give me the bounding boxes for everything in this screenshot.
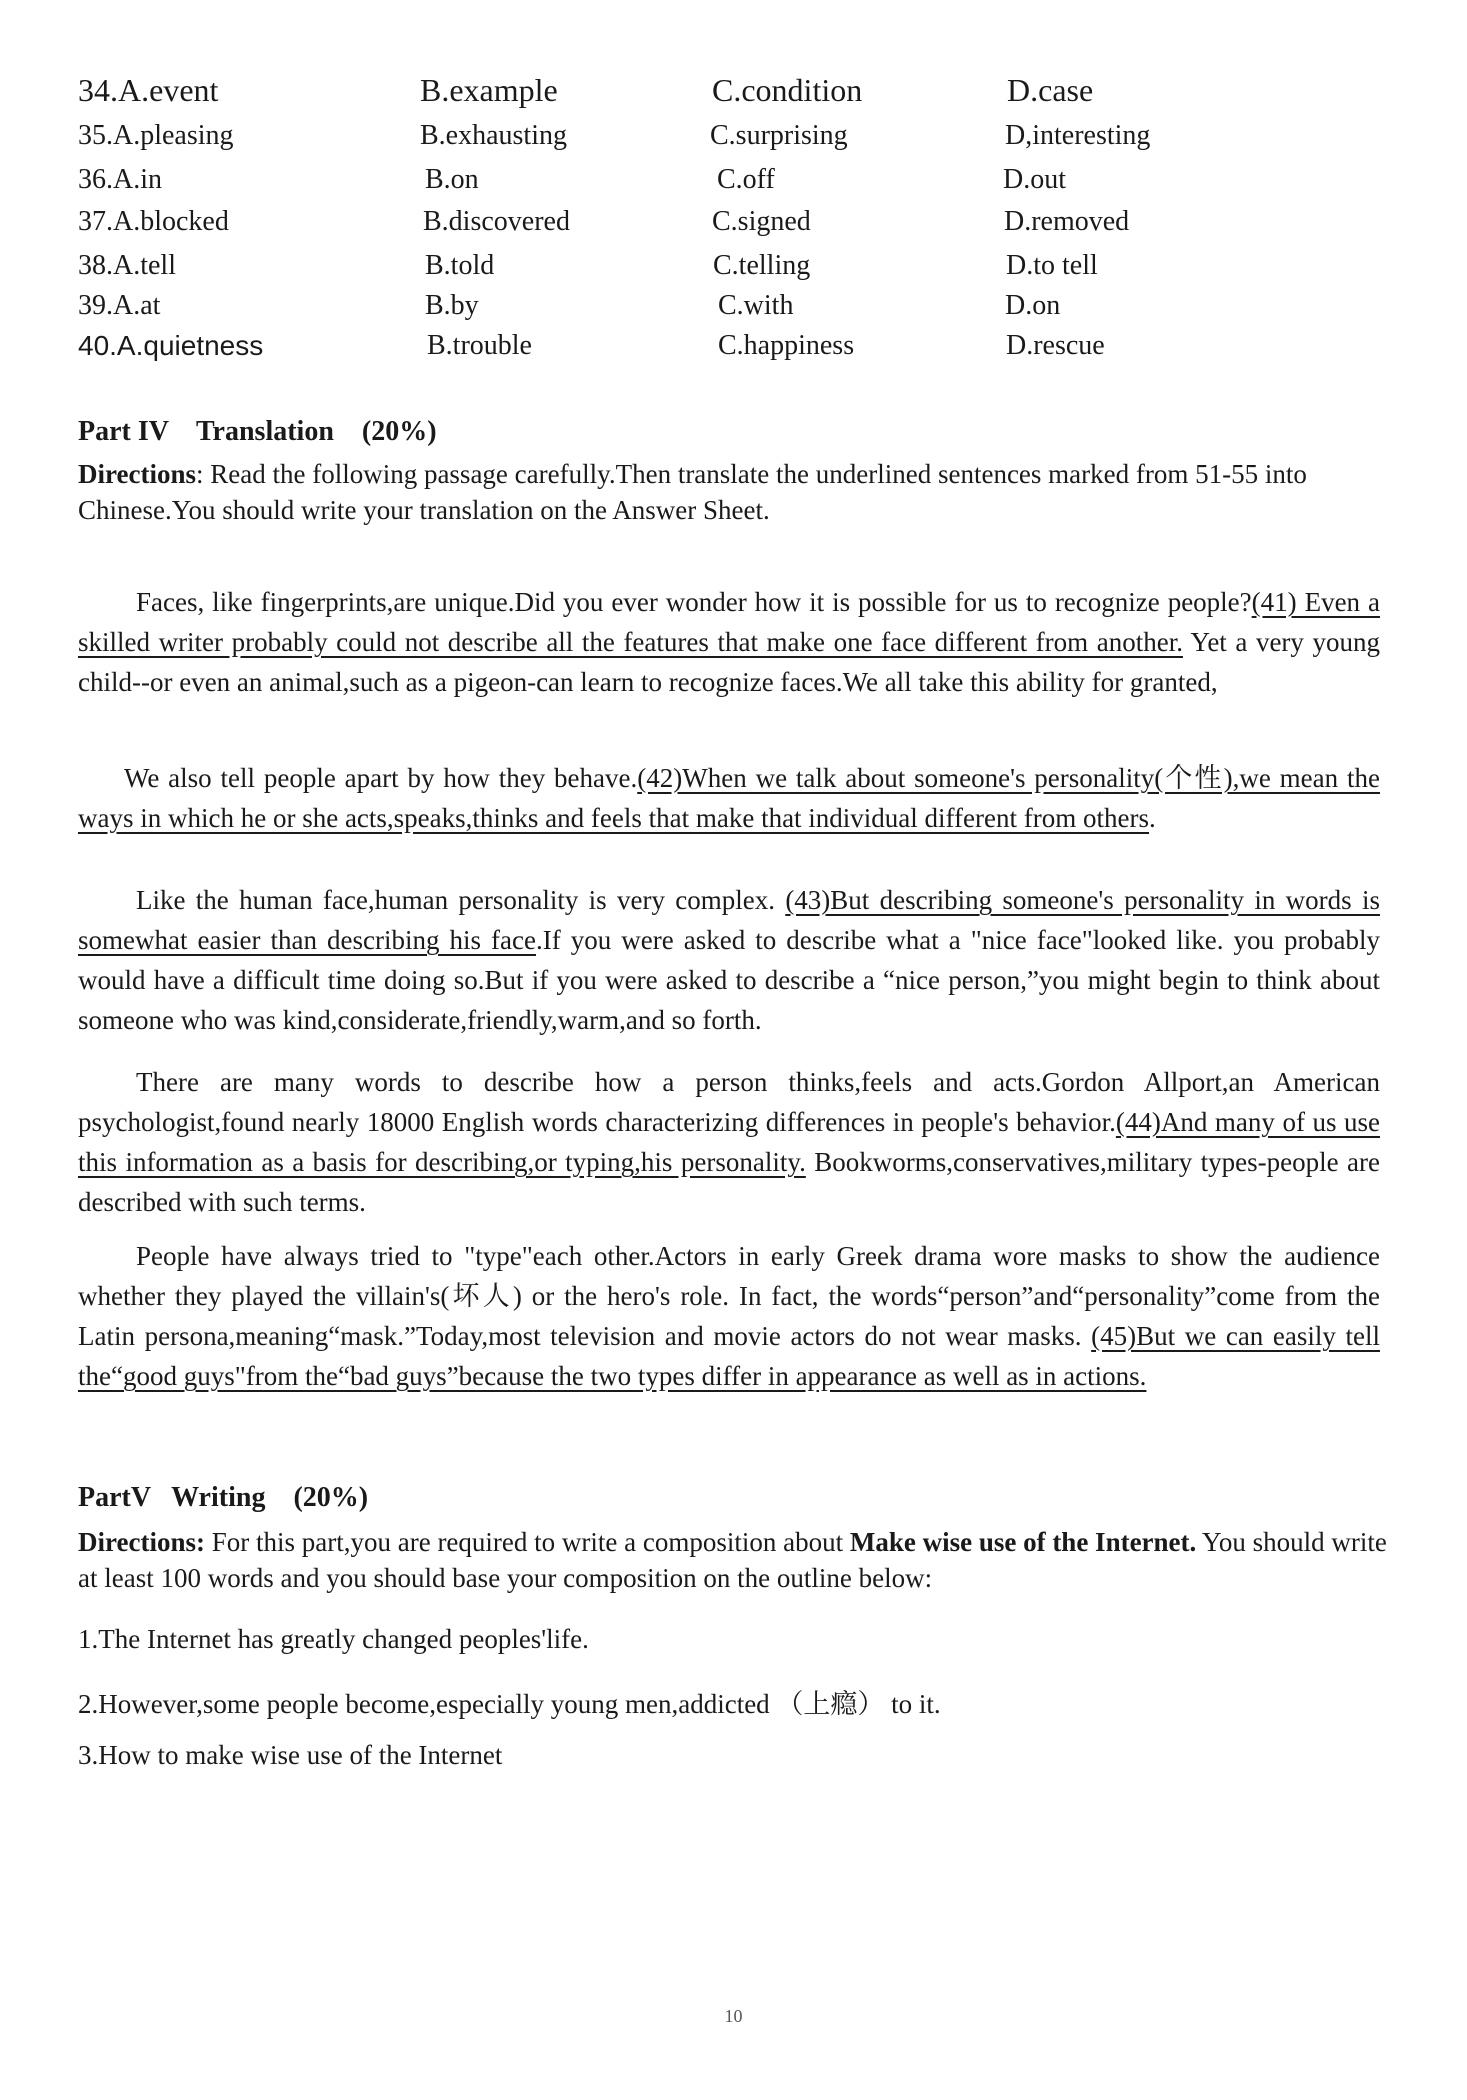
option-a: 40.A.quietness xyxy=(78,330,264,361)
part5-directions: Directions: For this part,you are required to write a composition about Make wise use of the Internet. You should write at least 100 words and you should base your composition on the outline below: xyxy=(78,1527,1387,1593)
option-d: D.case xyxy=(1007,72,1094,108)
passage-paragraph-5: People have always tried to "type"each other.Actors in early Greek drama wore masks to show the audience whether they played the villain's(坏人) or the hero's role. In fact, the words“person”and“personality”come from the Latin persona,meaning“mask.”Today,most television and movie actors do not wear masks. (45)But we can easily tell the“good guys"from the“bad guys”because the two types differ in appearance as well as in actions. xyxy=(78,1241,1380,1391)
part5-heading: PartV Writing (20%) xyxy=(78,1482,369,1513)
option-c: C.signed xyxy=(712,206,811,237)
option-b: B.example xyxy=(420,72,558,108)
option-d: D,interesting xyxy=(1005,120,1151,151)
part4-directions-label: Directions xyxy=(78,459,196,489)
underlined-sentence-43: (43)But describing someone's personality in words is somewhat easier than describing his face xyxy=(78,885,1380,955)
option-row-35 xyxy=(0,120,1467,160)
option-c: C.with xyxy=(718,290,794,321)
option-c: C.condition xyxy=(712,72,863,108)
passage-paragraph-4: There are many words to describe how a person thinks,feels and acts.Gordon Allport,an American psychologist,found nearly 18000 English words characterizing differences in people's behavior.(44)And many of us use this information as a basis for describing,or typing,his personality. Bookworms,conservatives,military types-people are described with such terms. xyxy=(78,1067,1380,1217)
underlined-sentence-45: (45)But we can easily tell the“good guys"from the“bad guys”because the two types differ in appearance as well as in actions. xyxy=(78,1321,1380,1391)
part4-heading: Part IV Translation (20%) xyxy=(78,416,437,447)
option-row-34 xyxy=(0,72,1467,112)
option-c: C.happiness xyxy=(718,330,855,361)
passage-paragraph-2: We also tell people apart by how they behave.(42)When we talk about someone's personality(个性),we mean the ways in which he or she acts,speaks,thinks and feels that make that individual different from others. xyxy=(78,763,1380,833)
option-d: D.to tell xyxy=(1006,250,1098,281)
option-row-38 xyxy=(0,250,1467,290)
option-b: B.by xyxy=(425,290,479,321)
option-c: C.off xyxy=(717,164,775,195)
page-number: 10 xyxy=(724,2006,743,2026)
option-d: D.out xyxy=(1003,164,1066,195)
option-a: 37.A.blocked xyxy=(78,206,229,237)
option-c: C.surprising xyxy=(710,120,848,151)
option-row-40 xyxy=(0,330,1467,370)
underlined-sentence-42: (42)When we talk about someone's personality(个性),we mean the ways in which he or she acts,speaks,thinks and feels that make that individual different from others xyxy=(78,763,1380,833)
passage-paragraph-3: Like the human face,human personality is very complex. (43)But describing someone's personality in words is somewhat easier than describing his face.If you were asked to describe what a "nice face"looked like. you probably would have a difficult time doing so.But if you were asked to describe a “nice person,”you might begin to think about someone who was kind,considerate,friendly,warm,and so forth. xyxy=(78,885,1380,1035)
option-d: D.rescue xyxy=(1006,330,1105,361)
option-b: B.trouble xyxy=(427,330,532,361)
option-b: B.discovered xyxy=(423,206,570,237)
option-b: B.exhausting xyxy=(420,120,567,151)
underlined-sentence-41: (41) Even a skilled writer probably could not describe all the features that make one face different from another. xyxy=(78,587,1380,657)
option-d: D.on xyxy=(1005,290,1061,321)
outline-item-2: 2.However,some people become,especially young men,addicted （上瘾） to it. xyxy=(78,1689,941,1719)
option-a: 34.A.event xyxy=(78,72,219,108)
composition-topic: Make wise use of the Internet. xyxy=(849,1527,1197,1557)
outline-item-3: 3.How to make wise use of the Internet xyxy=(78,1740,503,1770)
option-row-36 xyxy=(0,164,1467,204)
option-c: C.telling xyxy=(713,250,811,281)
part4-directions-text: : Read the following passage carefully.Then translate the underlined sentences marked from 51-55 into Chinese.You should write your translation on the Answer Sheet. xyxy=(78,459,1307,525)
option-row-37 xyxy=(0,206,1467,246)
option-a: 38.A.tell xyxy=(78,250,176,281)
option-b: B.told xyxy=(425,250,495,281)
option-a: 36.A.in xyxy=(78,164,162,195)
option-row-39 xyxy=(0,290,1467,330)
outline-item-1: 1.The Internet has greatly changed peoples'life. xyxy=(78,1624,589,1654)
option-a: 35.A.pleasing xyxy=(78,120,234,151)
passage-paragraph-1: Faces, like fingerprints,are unique.Did you ever wonder how it is possible for us to recognize people?(41) Even a skilled writer probably could not describe all the features that make one face different from another. Yet a very young child--or even an animal,such as a pigeon-can learn to recognize faces.We all take this ability for granted, xyxy=(78,587,1380,697)
option-d: D.removed xyxy=(1004,206,1130,237)
option-a: 39.A.at xyxy=(78,290,161,321)
part4-directions xyxy=(78,456,1388,528)
part5-directions-label: Directions: xyxy=(78,1527,205,1557)
option-b: B.on xyxy=(425,164,479,195)
underlined-sentence-44: (44)And many of us use this information as a basis for describing,or typing,his personality. xyxy=(78,1107,1380,1177)
